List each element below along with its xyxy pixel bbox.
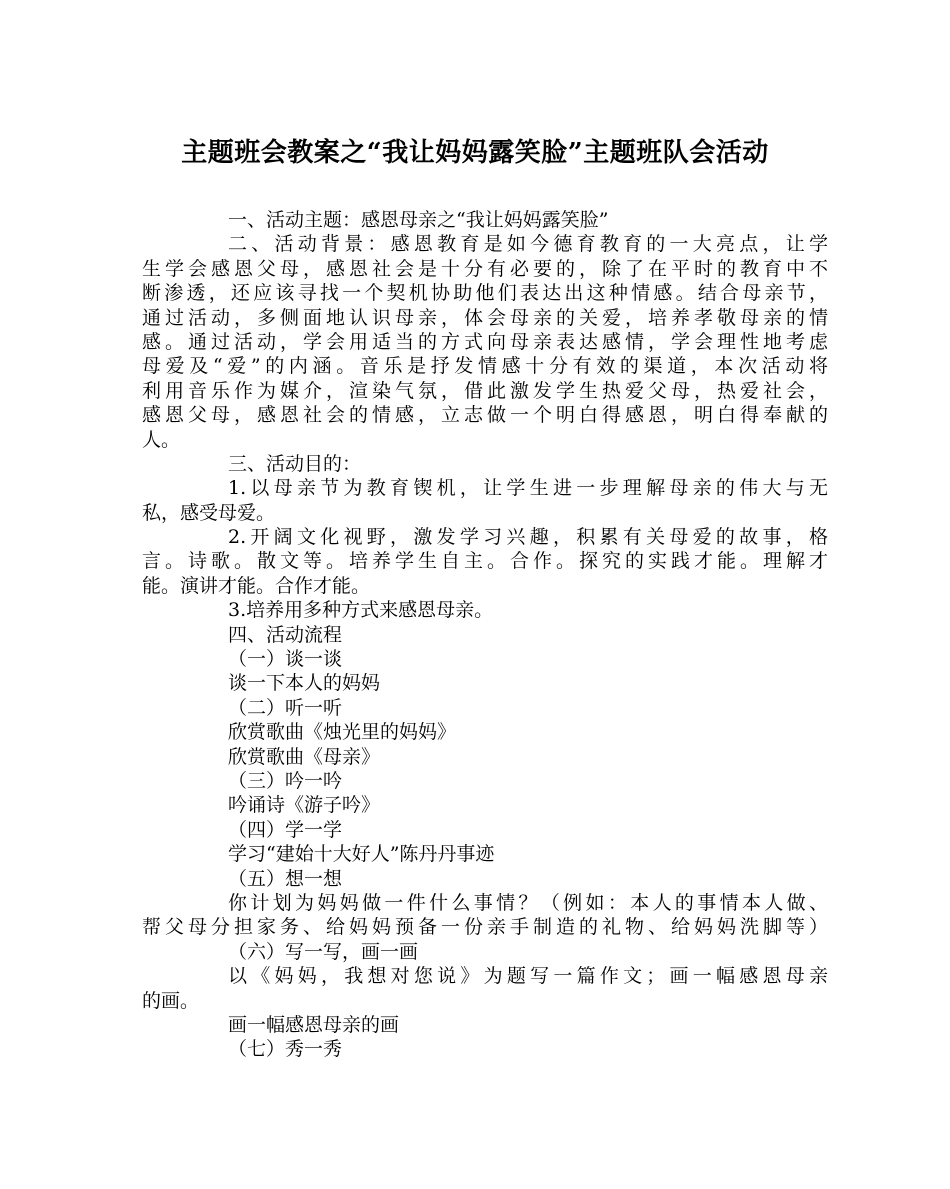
body-line: 感恩父母，感恩社会的情感，立志做一个明白得感恩，明白得奉献的 (142, 404, 828, 427)
body-line: 感。通过活动，学会用适当的方式向母亲表达感情，学会理性地考虑 (142, 330, 828, 353)
body-line: 母爱及“爱”的内涵。音乐是抒发情感十分有效的渠道，本次活动将 (142, 355, 828, 378)
body-line: （五）想一想 (228, 867, 343, 890)
body-line: 帮父母分担家务、给妈妈预备一份亲手制造的礼物、给妈妈洗脚等） (142, 916, 828, 939)
body-line: 你计划为妈妈做一件什么事情？（例如：本人的事情本人做、 (228, 891, 828, 914)
body-line: 2.开阔文化视野，激发学习兴趣，积累有关母爱的故事，格 (228, 526, 828, 549)
body-line: 欣赏歌曲《母亲》 (228, 745, 381, 768)
body-line: 的画。 (142, 989, 200, 1012)
body-line: 通过活动，多侧面地认识母亲，体会母亲的关爱，培养孝敬母亲的情 (142, 306, 828, 329)
body-line: 言。诗歌。散文等。培养学生自主。合作。探究的实践才能。理解才 (142, 550, 828, 573)
body-line: 学习“建始十大好人”陈丹丹事迹 (228, 843, 495, 866)
body-line: 谈一下本人的妈妈 (228, 672, 381, 695)
body-line: 私，感受母爱。 (142, 501, 276, 524)
body-line: 吟诵诗《游子吟》 (228, 794, 381, 817)
body-line: 断渗透，还应该寻找一个契机协助他们表达出这种情感。结合母亲节， (142, 282, 828, 305)
body-line: 三、活动目的： (228, 452, 362, 475)
body-line: （三）吟一吟 (228, 769, 343, 792)
body-line: （一）谈一谈 (228, 648, 343, 671)
body-line: 利用音乐作为媒介，渲染气氛，借此激发学生热爱父母，热爱社会， (142, 379, 828, 402)
body-line: 一、活动主题：感恩母亲之“我让妈妈露笑脸” (228, 209, 609, 231)
body-line: （六）写一写，画一画 (228, 940, 419, 963)
body-line: 人。 (142, 428, 181, 451)
body-line: 生学会感恩父母，感恩社会是十分有必要的，除了在平时的教育中不 (142, 257, 828, 280)
body-line: （七）秀一秀 (228, 1038, 343, 1061)
body-line: （二）听一听 (228, 696, 343, 719)
body-line: （四）学一学 (228, 818, 343, 841)
body-line: 二、活动背景：感恩教育是如今德育教育的一大亮点，让学 (228, 233, 828, 256)
document-title: 主题班会教案之“我让妈妈露笑脸”主题班队会活动 (181, 138, 769, 168)
body-line: 画一幅感恩母亲的画 (228, 1013, 400, 1036)
document-body (142, 208, 828, 1062)
body-line: 欣赏歌曲《烛光里的妈妈》 (228, 721, 457, 744)
body-line: 四、活动流程 (228, 623, 343, 646)
body-line: 3.培养用多种方式来感恩母亲。 (228, 599, 494, 622)
body-line: 以《妈妈，我想对您说》为题写一篇作文；画一幅感恩母亲 (228, 965, 828, 988)
body-line: 1.以母亲节为教育锲机，让学生进一步理解母亲的伟大与无 (228, 477, 828, 500)
body-line: 能。演讲才能。合作才能。 (142, 574, 371, 597)
